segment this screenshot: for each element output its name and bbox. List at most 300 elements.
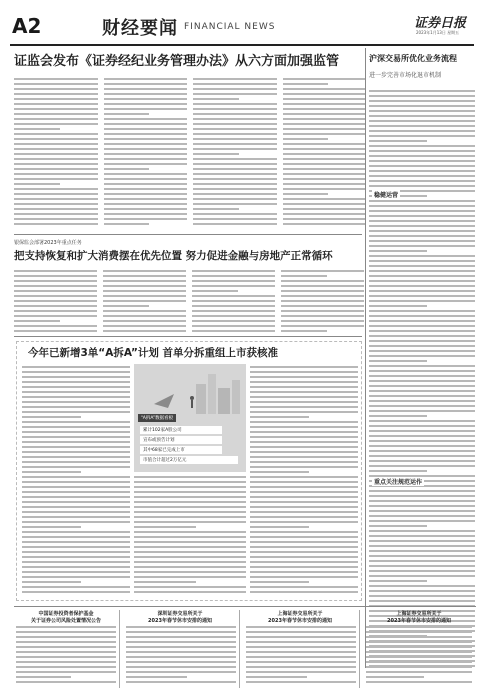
text-line (103, 280, 186, 282)
text-line (369, 570, 475, 572)
text-line (22, 536, 130, 538)
text-line (369, 155, 475, 157)
text-line (250, 476, 358, 478)
text-line (250, 591, 358, 593)
text-line (22, 501, 130, 503)
text-line (134, 476, 246, 478)
text-line (192, 330, 275, 332)
text-line (281, 305, 364, 307)
graphic-row-2: 宣布或预告计划 (140, 436, 222, 444)
text-line (283, 223, 367, 225)
text-line (14, 270, 97, 272)
text-line (369, 400, 475, 402)
text-line (104, 123, 188, 125)
text-line (193, 83, 277, 85)
text-line (369, 205, 475, 207)
text-line (134, 581, 196, 583)
text-line (283, 113, 367, 115)
text-line (281, 330, 327, 332)
text-line (281, 300, 364, 302)
text-line (250, 456, 358, 458)
text-line (192, 285, 275, 287)
text-line (193, 88, 277, 90)
text-line (14, 143, 98, 145)
text-line (369, 460, 475, 462)
text-line (366, 671, 472, 673)
text-line (134, 571, 246, 573)
text-line (369, 370, 475, 372)
text-line (14, 183, 60, 185)
text-line (369, 330, 475, 332)
text-line (134, 531, 246, 533)
text-line (126, 636, 236, 638)
text-line (134, 546, 246, 548)
text-line (369, 505, 475, 507)
text-line (22, 411, 130, 413)
text-line (283, 143, 367, 145)
text-line (14, 123, 98, 125)
text-line (369, 115, 475, 117)
text-line (283, 78, 367, 80)
side-body (369, 90, 475, 670)
text-line (14, 173, 98, 175)
text-line (369, 260, 475, 262)
text-line (22, 531, 130, 533)
lead-headline: 证监会发布《证券经纪业务管理办法》从六方面加强监管 (14, 54, 340, 69)
text-line (369, 335, 475, 337)
text-line (193, 108, 277, 110)
text-line (369, 420, 475, 422)
notice-4-title: 上海证券交易所关于 (396, 611, 442, 617)
text-line (369, 380, 475, 382)
text-line (369, 310, 475, 312)
text-line (369, 435, 475, 437)
text-line (250, 581, 309, 583)
text-line (369, 415, 427, 417)
text-line (126, 671, 236, 673)
text-line (369, 340, 475, 342)
text-line (193, 203, 277, 205)
text-line (134, 511, 246, 513)
notice-3-sub: 2023年春节休市安排的通知 (268, 618, 332, 624)
text-line (366, 676, 424, 678)
text-line (14, 275, 97, 277)
text-line (14, 88, 98, 90)
text-line (250, 386, 358, 388)
text-line (104, 83, 188, 85)
text-line (369, 455, 475, 457)
text-line (14, 290, 97, 292)
text-line (104, 153, 188, 155)
text-line (366, 631, 472, 633)
text-line (246, 636, 356, 638)
text-line (16, 646, 116, 648)
text-line (369, 170, 475, 172)
text-line (369, 270, 475, 272)
text-line (369, 245, 475, 247)
text-line (134, 496, 246, 498)
text-line (192, 310, 275, 312)
text-line (103, 320, 186, 322)
text-line (369, 140, 427, 142)
text-line (103, 330, 186, 332)
text-line (104, 173, 188, 175)
text-line (22, 541, 130, 543)
text-line (369, 545, 475, 547)
text-line (22, 576, 130, 578)
text-line (22, 471, 81, 473)
text-line (281, 315, 364, 317)
text-line (250, 526, 309, 528)
text-line (250, 441, 358, 443)
text-line (366, 661, 472, 663)
text-line (283, 103, 367, 105)
text-line (193, 168, 277, 170)
text-line (14, 280, 97, 282)
text-line (369, 410, 475, 412)
section-title: 财经要闻 (102, 18, 178, 39)
text-line (281, 285, 364, 287)
text-line (250, 531, 358, 533)
text-line (22, 466, 130, 468)
text-line (192, 290, 238, 292)
text-line (126, 631, 236, 633)
text-line (246, 661, 356, 663)
text-line (134, 566, 246, 568)
text-line (250, 396, 358, 398)
text-line (22, 421, 130, 423)
text-line (281, 320, 364, 322)
text-line (369, 565, 475, 567)
text-line (134, 586, 246, 588)
text-line (250, 381, 358, 383)
text-line (14, 208, 98, 210)
text-line (16, 681, 116, 683)
text-line (14, 118, 98, 120)
text-line (246, 641, 356, 643)
text-line (193, 173, 277, 175)
text-line (16, 651, 116, 653)
text-line (14, 178, 98, 180)
text-line (134, 491, 246, 493)
text-line (369, 210, 475, 212)
text-line (250, 406, 358, 408)
text-line (369, 290, 475, 292)
text-line (104, 183, 188, 185)
text-line (103, 270, 186, 272)
text-line (283, 98, 367, 100)
text-line (193, 113, 277, 115)
text-line (104, 78, 188, 80)
text-line (369, 135, 475, 137)
text-line (250, 411, 358, 413)
text-line (16, 626, 116, 628)
text-line (369, 300, 475, 302)
text-line (193, 223, 277, 225)
feature-body-right (250, 366, 358, 596)
text-line (281, 325, 364, 327)
text-line (193, 118, 277, 120)
notice-1-title: 中国证券投资者保护基金 (38, 611, 94, 617)
text-line (22, 391, 130, 393)
text-line (250, 461, 358, 463)
side-subhead: 进一步完善市场化退市机制 (369, 72, 442, 79)
text-line (14, 198, 98, 200)
text-line (283, 138, 329, 140)
text-line (283, 203, 367, 205)
text-line (104, 108, 188, 110)
text-line (369, 350, 475, 352)
text-line (14, 153, 98, 155)
text-line (14, 98, 98, 100)
text-line (103, 275, 186, 277)
text-line (193, 98, 239, 100)
text-line (16, 631, 116, 633)
text-line (22, 481, 130, 483)
text-line (104, 103, 188, 105)
text-line (369, 550, 475, 552)
feature-body-left (22, 366, 130, 596)
paper-logo: 证券日报 (414, 16, 467, 31)
text-line (369, 520, 475, 522)
text-line (369, 145, 475, 147)
text-line (14, 193, 98, 195)
text-line (369, 325, 475, 327)
text-line (14, 330, 97, 332)
text-line (369, 500, 475, 502)
text-line (22, 551, 130, 553)
notice-4 (364, 610, 476, 688)
text-line (104, 128, 188, 130)
text-line (250, 376, 358, 378)
text-line (22, 456, 130, 458)
text-line (283, 218, 367, 220)
text-line (369, 495, 475, 497)
text-line (250, 416, 309, 418)
text-line (193, 148, 277, 150)
text-line (369, 90, 475, 92)
text-line (246, 646, 356, 648)
text-line (250, 561, 358, 563)
text-line (369, 425, 475, 427)
text-line (369, 110, 475, 112)
text-line (126, 656, 236, 658)
text-line (104, 138, 188, 140)
text-line (369, 150, 475, 152)
text-line (193, 143, 277, 145)
text-line (104, 93, 188, 95)
text-line (193, 78, 277, 80)
text-line (369, 240, 475, 242)
text-line (369, 510, 475, 512)
text-line (14, 305, 97, 307)
text-line (193, 198, 277, 200)
text-line (250, 566, 358, 568)
text-line (103, 295, 186, 297)
text-line (14, 213, 98, 215)
text-line (104, 203, 188, 205)
text-line (22, 431, 130, 433)
text-line (16, 641, 116, 643)
text-line (369, 540, 475, 542)
text-line (369, 235, 475, 237)
text-line (193, 183, 277, 185)
text-line (104, 218, 188, 220)
text-line (22, 416, 81, 418)
text-line (103, 290, 186, 292)
text-line (103, 285, 186, 287)
text-line (369, 405, 475, 407)
text-line (14, 93, 98, 95)
text-line (126, 646, 236, 648)
text-line (369, 230, 475, 232)
text-line (14, 218, 98, 220)
text-line (22, 461, 130, 463)
graphic-title: “A拆A”数据看板 (138, 414, 176, 422)
text-line (134, 551, 246, 553)
text-line (134, 556, 246, 558)
text-line (366, 656, 472, 658)
text-line (16, 636, 116, 638)
text-line (192, 315, 275, 317)
text-line (22, 561, 130, 563)
text-line (369, 95, 475, 97)
text-line (246, 681, 356, 683)
text-line (22, 371, 130, 373)
text-line (366, 651, 472, 653)
text-line (283, 168, 367, 170)
text-line (369, 395, 475, 397)
text-line (22, 556, 130, 558)
text-line (22, 401, 130, 403)
text-line (14, 158, 98, 160)
text-line (193, 123, 277, 125)
text-line (14, 168, 98, 170)
text-line (22, 386, 130, 388)
text-line (250, 371, 358, 373)
notice-3-title: 上海证券交易所关于 (277, 611, 323, 617)
text-line (16, 656, 116, 658)
text-line (283, 198, 367, 200)
text-line (193, 213, 277, 215)
text-line (250, 431, 358, 433)
text-line (14, 108, 98, 110)
text-line (14, 295, 97, 297)
text-line (103, 325, 186, 327)
text-line (369, 385, 475, 387)
feature-body-mid (134, 476, 246, 596)
text-line (14, 223, 98, 225)
text-line (369, 285, 475, 287)
text-line (250, 486, 358, 488)
text-line (22, 591, 130, 593)
text-line (250, 576, 358, 578)
text-line (14, 103, 98, 105)
text-line (369, 515, 475, 517)
text-line (283, 123, 367, 125)
text-line (104, 188, 188, 190)
text-line (246, 651, 356, 653)
text-line (22, 396, 130, 398)
text-line (369, 590, 475, 592)
text-line (16, 661, 116, 663)
text-line (22, 581, 81, 583)
page-number: A2 (12, 14, 42, 38)
text-line (283, 163, 367, 165)
text-line (22, 426, 130, 428)
text-line (250, 421, 358, 423)
text-line (250, 506, 358, 508)
text-line (134, 576, 246, 578)
section-subtitle: FINANCIAL NEWS (184, 22, 276, 32)
text-line (369, 355, 475, 357)
text-line (250, 546, 358, 548)
text-line (14, 300, 97, 302)
text-line (250, 496, 358, 498)
text-line (14, 310, 97, 312)
text-line (250, 541, 358, 543)
text-line (369, 365, 475, 367)
text-line (126, 651, 236, 653)
text-line (192, 295, 275, 297)
text-line (250, 366, 358, 368)
text-line (104, 168, 150, 170)
text-line (369, 375, 475, 377)
text-line (192, 320, 275, 322)
text-line (22, 516, 130, 518)
text-line (134, 501, 246, 503)
text-line (103, 310, 186, 312)
text-line (369, 440, 475, 442)
text-line (14, 320, 60, 322)
text-line (369, 165, 475, 167)
text-line (22, 366, 130, 368)
text-line (126, 626, 236, 628)
text-line (369, 390, 475, 392)
text-line (103, 300, 186, 302)
text-line (250, 536, 358, 538)
text-line (281, 295, 364, 297)
text-line (246, 666, 356, 668)
text-line (283, 133, 367, 135)
text-line (192, 305, 275, 307)
text-line (369, 585, 475, 587)
text-line (14, 203, 98, 205)
text-line (369, 345, 475, 347)
text-line (366, 646, 472, 648)
graphic-row-4: 市值合计超过2万亿元 (140, 456, 238, 464)
text-line (192, 275, 275, 277)
text-line (22, 486, 130, 488)
text-line (134, 536, 246, 538)
text-line (250, 586, 358, 588)
text-line (22, 381, 130, 383)
text-line (283, 213, 367, 215)
text-line (369, 445, 475, 447)
notice-2-sub: 2023年春节休市安排的通知 (148, 618, 212, 624)
text-line (104, 113, 150, 115)
text-line (104, 98, 188, 100)
text-line (193, 103, 277, 105)
text-line (126, 681, 236, 683)
text-line (283, 183, 367, 185)
text-line (16, 676, 71, 678)
text-line (192, 300, 275, 302)
text-line (369, 105, 475, 107)
text-line (369, 315, 475, 317)
text-line (283, 83, 329, 85)
text-line (369, 600, 475, 602)
